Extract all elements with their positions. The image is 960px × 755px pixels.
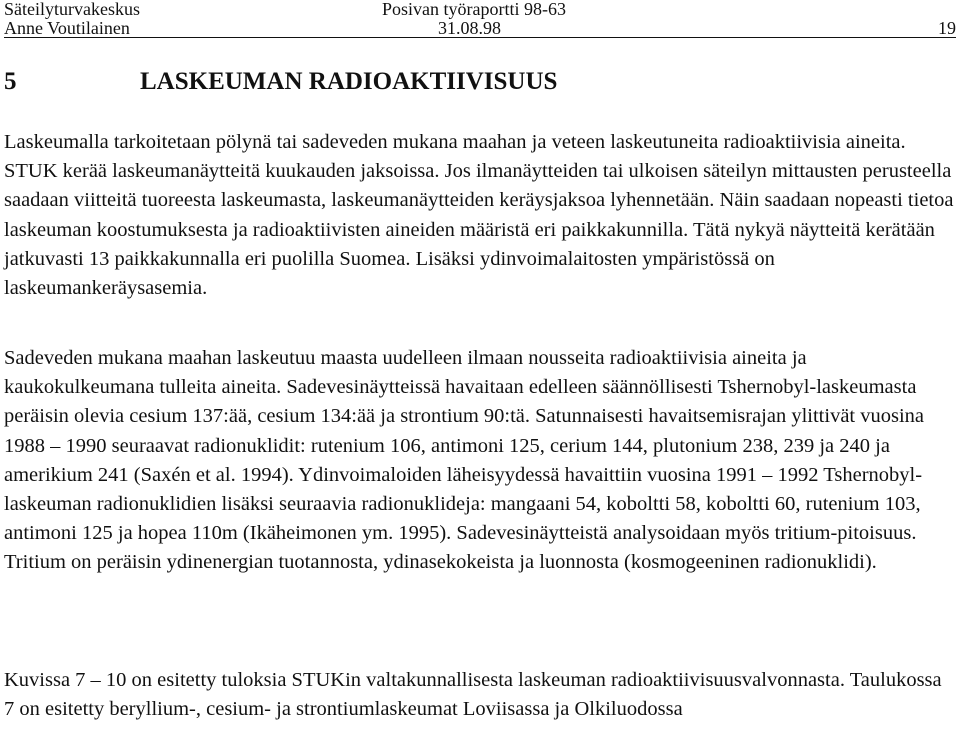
body-paragraph-3: Kuvissa 7 – 10 on esitetty tuloksia STUKin valtakunnallisesta laskeuman radioaktiivisuusvalvonnasta. Taulukossa 7 on esitetty beryllium-, cesium- ja strontiumlaskeumat Loviisassa ja Olkiluodossa	[4, 669, 942, 721]
header-report-id: Posivan työraportti 98-63	[382, 0, 566, 19]
header-author: Anne Voutilainen	[4, 18, 130, 38]
body-paragraph-1: Laskeumalla tarkoitetaan pölynä tai sadeveden mukana maahan ja veteen laskeutuneita radioaktiivisia aineita. STUK kerää laskeumanäytteitä kuukauden jaksoissa. Jos ilmanäytteiden tai ulkoisen säteilyn mittausten perusteella saadaan viitteitä tuoreesta laskeumasta, laskeumanäytteiden keräysjaksoa lyhennetään. Näin saadaan nopeasti tietoa laskeuman koostumuksesta ja radioaktiivisten aineiden määristä eri paikkakunnilla. Tätä nykyä näytteitä kerätään jatkuvasti 13 paikkakunnalla eri puolilla Suomea. Lisäksi ydinvoimalaitosten ympäristössä on laskeumankeräysasemia.	[4, 131, 954, 300]
section-heading	[4, 66, 904, 98]
header-date: 31.08.98	[438, 18, 501, 38]
header-center	[382, 0, 566, 38]
page-header	[4, 0, 956, 40]
header-organization: Säteilyturvakeskus	[4, 0, 140, 19]
header-left	[4, 0, 140, 38]
section-title: LASKEUMAN RADIOAKTIIVISUUS	[140, 68, 558, 95]
section-number: 5	[4, 68, 17, 95]
body-paragraph-2: Sadeveden mukana maahan laskeutuu maasta uudelleen ilmaan nousseita radioaktiivisia aineita ja kaukokulkeumana tulleita aineita. Sadevesinäytteissä havaitaan edelleen säännöllisesti Tshernobyl-laskeumasta peräisin olevia cesium 137:ää, cesium 134:ää ja strontium 90:tä. Satunnaisesti havaitsemisrajan ylittivät vuosina 1988 – 1990 seuraavat radionuklidit: rutenium 106, antimoni 125, cerium 144, plutonium 238, 239 ja 240 ja amerikium 241 (Saxén et al. 1994). Ydinvoimaloiden läheisyydessä havaittiin vuosina 1991 – 1992 Tshernobyl-laskeuman radionuklidien lisäksi seuraavia radionuklideja: mangaani 54, koboltti 58, koboltti 60, rutenium 103, antimoni 125 ja hopea 110m (Ikäheimonen ym. 1995). Sadevesinäytteistä analysoidaan myös tritium-pitoisuus. Tritium on peräisin ydinenergian tuotannosta, ydinasekokeista ja luonnosta (kosmogeeninen radionuklidi).	[4, 347, 925, 574]
header-page-number: 19	[938, 18, 956, 38]
header-divider	[4, 37, 956, 38]
